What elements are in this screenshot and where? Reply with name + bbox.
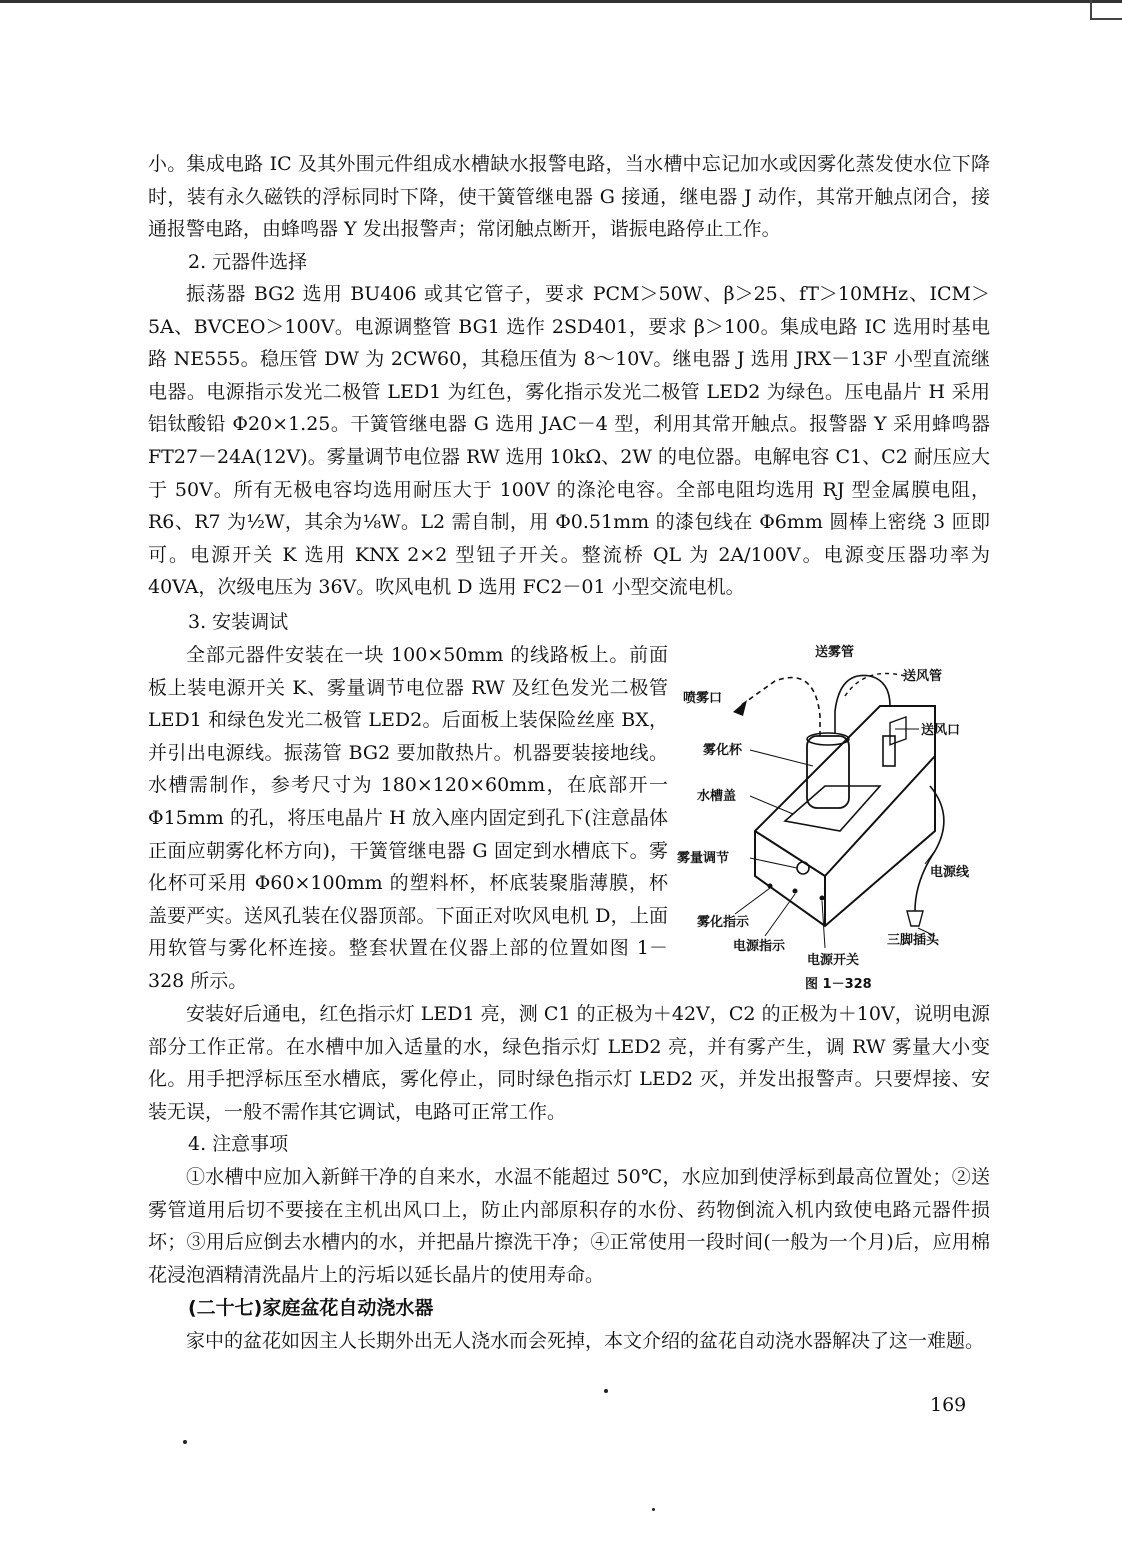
air-tube-line [835,675,890,734]
label-air-tube: 送风管 [903,669,943,684]
section-heading-27: (二十七)家庭盆花自动浇水器 [188,1297,434,1319]
label-air-outlet: 送风口 [921,723,961,738]
label-plug: 三脚插头 [887,933,940,948]
spray-arrow [733,700,747,716]
paragraph-intro-27: 家中的盆花如因主人长期外出无人浇水而会死掉，本文介绍的盆花自动浇水器解决了这一难题。 [186,1330,985,1352]
paragraph-installation: 全部元器件安装在一块 100×50mm 的线路板上。前面板上装电源开关 K、雾量调节电位器 RW 及红色发光二极管 LED1 和绿色发光二极管 LED2。后面板上装保险丝座 BX，并引出电源线。振荡管 BG2 要加散热片。机器要装接地线。水槽需制作，参考尺寸为 180×120×60mm，在底部开一 Φ15mm 的孔，将压电晶片 H 放入座内固定到孔下(注意晶体正面应朝雾化杯方向)，干簧管继电器 G 固定到水槽底下。雾化杯可采用 Φ60×100mm 的塑料杯，杯底装聚脂薄膜，杯盖要严实。送风孔装在仪器顶部。下面正对吹风电机 D，上面用软管与雾化杯连接。整套状置在仪器上部的位置如图 1－328 所示。 [148,644,668,992]
section-heading-notes: 4. 注意事项 [188,1133,289,1155]
paragraph-testing: 安装好后通电，红色指示灯 LED1 亮，测 C1 的正极为＋42V，C2 的正极为＋10V，说明电源部分工作正常。在水槽中加入适量的水，绿色指示灯 LED2 亮，并有雾产生，调 RW 雾量大小变化。用手把浮标压至水槽底，雾化停止，同时绿色指示灯 LED2 灭，并发出报警声。只要焊接、安装无误，一般不需作其它调试，电路可正常工作。 [148,1003,990,1123]
figure-caption: 图 1－328 [805,977,872,992]
section-heading-installation: 3. 安装调试 [188,611,289,633]
label-mist-indicator: 雾化指示 [697,915,750,930]
label-spray-outlet: 喷雾口 [683,691,723,706]
scan-top-edge [0,0,1122,3]
knob-shape [797,862,809,874]
device-edge [825,756,935,876]
rear-panel-window [890,717,906,745]
label-mist-adjust: 雾量调节 [677,851,730,866]
mist-led-dot [768,884,773,889]
scan-corner-mark [1090,0,1122,20]
section-heading-components: 2. 元器件选择 [188,251,308,273]
device-edge [755,831,825,876]
scan-speck [652,1508,655,1511]
scan-speck [604,1389,608,1393]
power-led-dot [793,889,798,894]
plug-shape [907,911,923,926]
paragraph-components: 振荡器 BG2 选用 BU406 或其它管子，要求 PCM＞50W、β＞25、fT＞10MHz、ICM＞5A、BVCEO＞100V。电源调整管 BG1 选作 2SD401，要求 β＞100。集成电路 IC 选用时基电路 NE555。稳压管 DW 为 2CW60，其稳压值为 8～10V。继电器 J 选用 JRX－13F 小型直流继电器。电源指示发光二极管 LED1 为红色，雾化指示发光二极管 LED2 为绿色。压电晶片 H 采用铝钛酸铅 Φ20×1.25。干簧管继电器 G 选用 JAC－4 型，利用其常开触点。报警器 Y 采用蜂鸣器 FT27－24A(12V)。雾量调节电位器 RW 选用 10kΩ、2W 的电位器。电解电容 C1、C2 耐压应大于 50V。所有无极电容均选用耐压大于 100V 的涤沦电容。全部电阻均选用 RJ 型金属膜电阻，R6、R7 为½W，其余为⅛W。L2 需自制，用 Φ0.51mm 的漆包线在 Φ6mm 圆棒上密绕 3 匝即可。电源开关 K 选用 KNX 2×2 型钮子开关。整流桥 QL 为 2A/100V。电源变压器功率为 40VA，次级电压为 36V。吹风电机 D 选用 FC2－01 小型交流电机。 [148,283,990,599]
leader-line [765,894,795,936]
page-number: 169 [930,1394,967,1416]
label-atomizer-cup: 雾化杯 [703,743,743,758]
leader-line [750,858,797,868]
label-power-cord: 电源线 [930,865,970,880]
scan-speck [183,1440,187,1444]
figure-1-328 [675,636,995,996]
switch-dot [820,896,825,901]
leader-line [925,848,937,864]
label-power-switch: 电源开关 [807,953,860,968]
leader-line [750,750,813,766]
label-power-indicator: 电源指示 [733,939,786,954]
power-cord-line [915,786,944,911]
label-mist-tube: 送雾管 [815,645,855,660]
leader-line [735,888,770,914]
label-tank-cover: 水槽盖 [697,789,737,804]
mist-tube-line [740,678,820,736]
paragraph-continuation: 小。集成电路 IC 及其外围元件组成水槽缺水报警电路，当水槽中忘记加水或因雾化蒸发使水位下降时，装有永久磁铁的浮标同时下降，使干簧管继电器 G 接通，继电器 J 动作，其常开触点闭合，接通报警电路，由蜂鸣器 Y 发出报警声；常闭触点断开，谐振电路停止工作。 [148,153,990,241]
air-outlet-shape [883,736,895,766]
cup-lid [807,733,849,745]
paragraph-notes: ①水槽中应加入新鲜干净的自来水，水温不能超过 50℃，水应加到使浮标到最高位置处；②送雾管道用后切不要接在主机出风口上，防止内部原积存的水份、药物倒流入机内致使电路元器件损坏；③用后应倒去水槽内的水，并把晶片擦洗干净；④正常使用一段时间(一般为一个月)后，应用棉花浸泡酒精清洗晶片上的污垢以延长晶片的使用寿命。 [148,1166,990,1286]
